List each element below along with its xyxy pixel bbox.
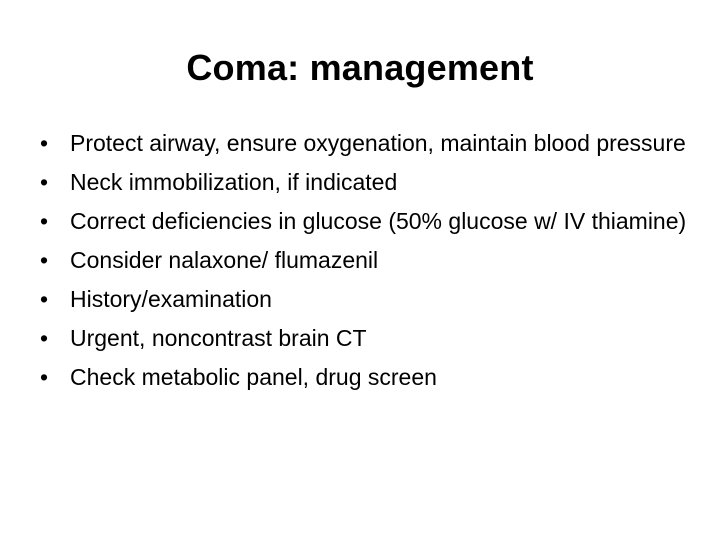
bullet-item [38,362,688,392]
bullet-icon: • [40,286,49,312]
bullet-text: Urgent, noncontrast brain CT [70,325,367,351]
bullet-icon: • [40,130,49,156]
bullet-icon: • [40,247,49,273]
bullet-item [38,323,688,353]
bullet-icon: • [40,364,49,390]
bullet-item [38,245,688,275]
bullet-item [38,284,688,314]
bullet-icon: • [40,208,49,234]
bullet-item [38,206,688,236]
bullet-text: Correct deficiencies in glucose (50% glucose w/ IV thiamine) [70,208,687,234]
bullet-list [38,128,688,401]
bullet-text: Protect airway, ensure oxygenation, maintain blood pressure [70,130,686,156]
bullet-item [38,167,688,197]
bullet-text: Neck immobilization, if indicated [70,169,398,195]
bullet-item [38,128,688,158]
bullet-text: History/examination [70,286,272,312]
slide-title: Coma: management [186,47,534,88]
bullet-icon: • [40,325,49,351]
bullet-text: Check metabolic panel, drug screen [70,364,437,390]
bullet-text: Consider nalaxone/ flumazenil [70,247,379,273]
bullet-icon: • [40,169,49,195]
